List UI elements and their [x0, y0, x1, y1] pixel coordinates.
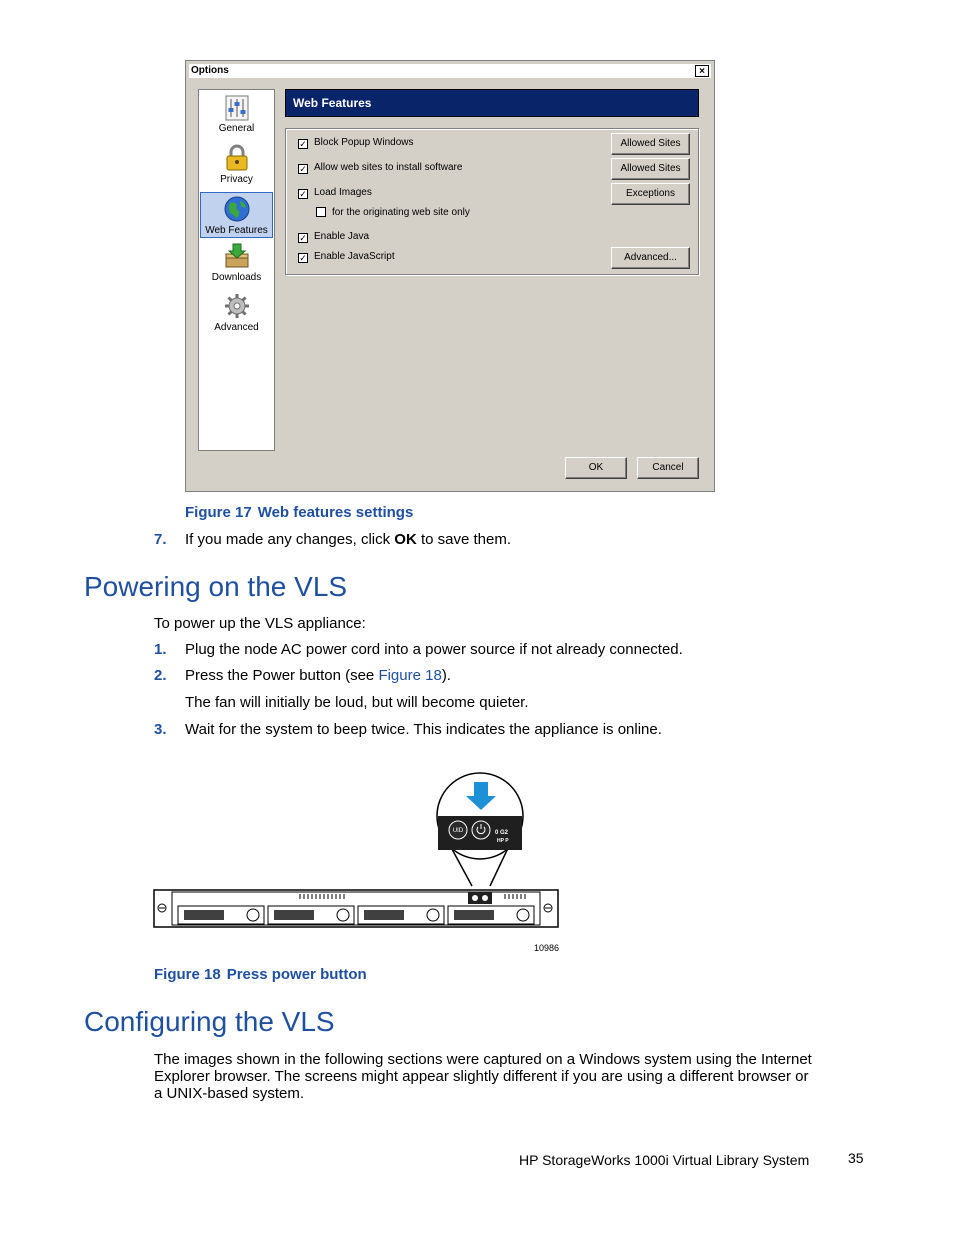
uid-label: UID — [452, 828, 464, 834]
svg-text:HP P: HP P — [497, 838, 509, 844]
allowed-sites-popups-button[interactable]: Allowed Sites — [611, 133, 690, 155]
section-heading-configuring: Configuring the VLS — [84, 1006, 335, 1037]
figure-image-id: 10986 — [533, 943, 559, 953]
footer-product-name: HP StorageWorks 1000i Virtual Library System — [519, 1152, 810, 1168]
exceptions-button[interactable]: Exceptions — [611, 183, 690, 205]
sidebar-item-label: Downloads — [211, 272, 262, 283]
sidebar-item-label: Web Features — [205, 225, 268, 236]
checkbox-enable-java[interactable]: ✓ — [299, 233, 307, 243]
checkbox-load-images[interactable]: ✓ — [299, 189, 307, 199]
sidebar-item-label: General — [218, 123, 255, 134]
sidebar-item-web-features[interactable] — [200, 192, 273, 238]
option-enable-java[interactable]: ✓ Enable Java — [299, 231, 370, 243]
step-number: 7. — [154, 531, 167, 548]
checkbox-allow-install[interactable]: ✓ — [299, 164, 307, 174]
step-number: 3. — [154, 721, 167, 738]
svg-text:0 G2: 0 G2 — [495, 830, 509, 836]
panel-header: Web Features — [285, 89, 699, 117]
section-heading-powering-on: Powering on the VLS — [84, 571, 348, 602]
dialog-title-bar — [189, 64, 711, 78]
step-1-text: Plug the node AC power cord into a power source if not already connected. — [185, 641, 683, 658]
page-number: 35 — [848, 1150, 864, 1166]
cancel-button[interactable]: Cancel — [637, 457, 699, 479]
sidebar-item-downloads[interactable] — [200, 242, 273, 288]
paragraph-line: The images shown in the following sections were captured on a Windows system using the Internet — [154, 1051, 812, 1068]
figure-17-caption: Figure 17 Web features settings — [185, 504, 414, 521]
option-originating-site-only[interactable]: for the originating web site only — [316, 207, 470, 219]
option-allow-install[interactable]: ✓ Allow web sites to install software — [299, 162, 463, 174]
allowed-sites-install-button[interactable]: Allowed Sites — [611, 158, 690, 180]
sidebar-item-advanced[interactable] — [200, 292, 273, 338]
advanced-button[interactable]: Advanced... — [611, 247, 690, 269]
sidebar-item-privacy[interactable] — [200, 144, 273, 190]
figure-18-link[interactable]: Figure 18 — [378, 667, 442, 684]
checkbox-block-popups[interactable]: ✓ — [299, 139, 307, 149]
step-3-text: Wait for the system to beep twice. This indicates the appliance is online. — [185, 721, 662, 738]
options-category-list — [198, 89, 275, 451]
option-load-images[interactable]: ✓ Load Images — [299, 187, 372, 199]
gear-icon — [223, 292, 251, 320]
section-paragraph — [154, 1051, 812, 1102]
dialog-title: Options — [191, 65, 229, 76]
checkbox-originating-site-only[interactable] — [316, 207, 326, 217]
option-block-popups[interactable]: ✓ Block Popup Windows — [299, 137, 414, 149]
checkbox-enable-javascript[interactable]: ✓ — [299, 253, 307, 263]
sidebar-item-label: Privacy — [220, 174, 253, 185]
padlock-icon — [225, 144, 249, 172]
sliders-icon — [225, 95, 249, 121]
section-intro: To power up the VLS appliance: — [154, 615, 366, 632]
step-2-text: Press the Power button (see Figure 18). — [185, 667, 451, 684]
step-7-text: If you made any changes, click OK to save them. — [185, 531, 511, 548]
globe-icon — [223, 195, 251, 223]
sidebar-item-general[interactable] — [200, 95, 273, 141]
option-enable-javascript[interactable]: ✓ Enable JavaScript — [299, 251, 395, 263]
server-front-panel-illustration — [150, 768, 565, 958]
download-box-icon — [223, 242, 251, 270]
close-icon[interactable]: × — [695, 65, 709, 77]
paragraph-line: Explorer browser. The screens might appear slightly different if you are using a different browser or — [154, 1068, 809, 1085]
sidebar-item-label: Advanced — [214, 322, 259, 333]
web-features-group — [285, 128, 699, 275]
power-button-icon — [472, 821, 490, 839]
ok-button[interactable]: OK — [565, 457, 627, 479]
step-2-note: The fan will initially be loud, but will become quieter. — [185, 694, 529, 711]
step-number: 2. — [154, 667, 167, 684]
options-dialog — [185, 60, 715, 492]
step-number: 1. — [154, 641, 167, 658]
paragraph-line: a UNIX-based system. — [154, 1085, 305, 1102]
figure-18-caption: Figure 18 Press power button — [154, 966, 367, 983]
